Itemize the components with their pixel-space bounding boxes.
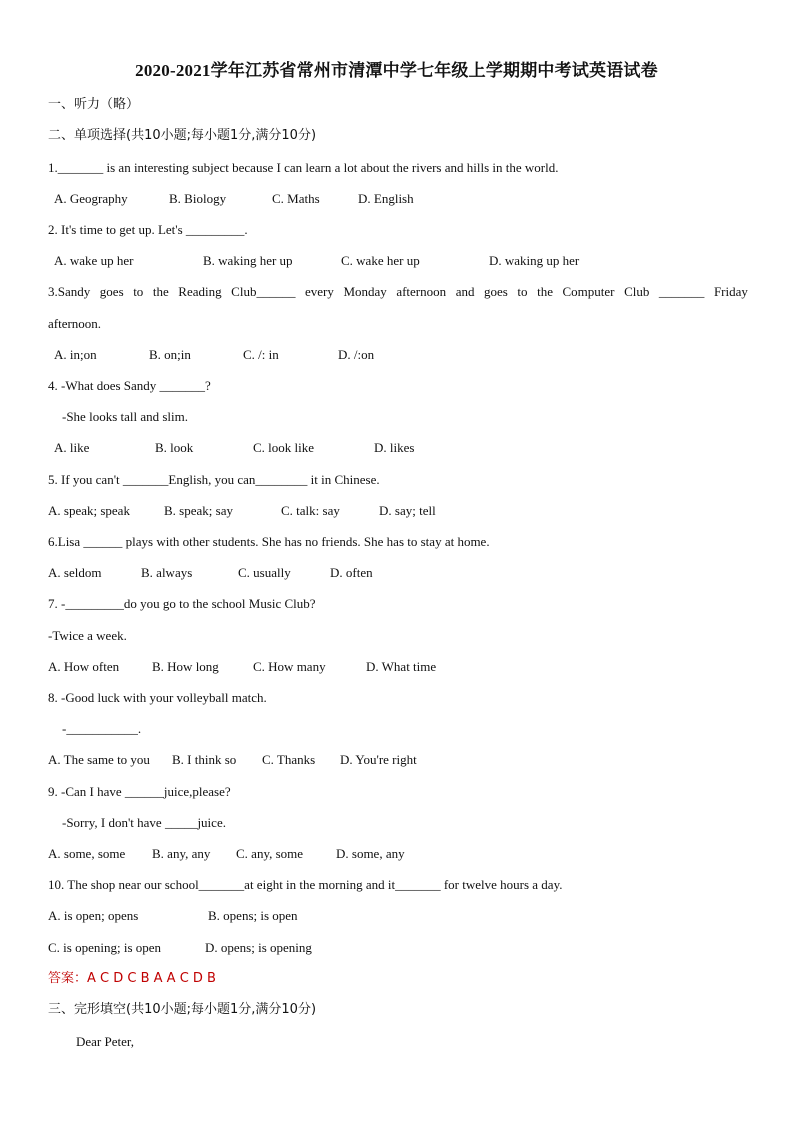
section-cloze: 三、完形填空(共10小题;每小题1分,满分10分) (48, 1002, 317, 1017)
q3-word: the (537, 284, 553, 299)
option-c: C. talk: say (281, 503, 340, 518)
question-8-reply: -___________. (62, 721, 142, 736)
option-c: C. How many (253, 659, 326, 674)
option-a: A. The same to you (48, 752, 150, 767)
option-b: B. opens; is open (208, 908, 298, 923)
option-a: A. speak; speak (48, 503, 130, 518)
question-3-continued: afternoon. (48, 316, 102, 331)
answer-key: 答案：A C D C B A A C D B (48, 971, 216, 986)
option-b: B. How long (152, 659, 219, 674)
option-a: A. some, some (48, 846, 126, 861)
q3-word: Computer (562, 284, 615, 299)
option-d: D. likes (374, 440, 415, 455)
question-7: 7. -_________do you go to the school Music Club? (48, 596, 316, 611)
question-3 (48, 284, 748, 300)
q3-word: Reading (178, 284, 222, 299)
option-b: B. look (155, 440, 194, 455)
question-2: 2. It's time to get up. Let's _________. (48, 222, 248, 237)
question-4: 4. -What does Sandy _______? (48, 378, 211, 393)
option-b: B. I think so (172, 752, 237, 767)
section-listening: 一、听力（略） (48, 97, 140, 112)
q3-word: Club (624, 284, 650, 299)
option-d: D. opens; is opening (205, 940, 312, 955)
option-a: A. in;on (54, 347, 97, 362)
q3-word: to (133, 284, 144, 299)
option-a: A. is open; opens (48, 908, 139, 923)
q3-word: the (152, 284, 169, 299)
option-c: C. look like (253, 440, 315, 455)
option-c: C. wake her up (341, 253, 420, 268)
option-c: C. /: in (243, 347, 279, 362)
option-a: A. wake up her (54, 253, 134, 268)
q3-word: goes (99, 284, 124, 299)
question-6: 6.Lisa ______ plays with other students. She has no friends. She has to stay at home. (48, 534, 490, 549)
option-c: C. any, some (236, 846, 304, 861)
q3-word: afternoon (396, 284, 447, 299)
option-a: A. like (54, 440, 90, 455)
option-d: D. some, any (336, 846, 405, 861)
question-1: 1._______ is an interesting subject because I can learn a lot about the rivers and hills in the world. (48, 160, 559, 175)
option-b: B. always (141, 565, 193, 580)
question-8: 8. -Good luck with your volleyball match. (48, 690, 267, 705)
letter-greeting: Dear Peter, (76, 1034, 134, 1049)
option-d: D. say; tell (379, 503, 436, 518)
q3-word: Club______ (231, 284, 296, 299)
q3-word: every (305, 284, 334, 299)
option-d: D. What time (366, 659, 437, 674)
option-a: A. seldom (48, 565, 102, 580)
section-single-choice: 二、单项选择(共10小题;每小题1分,满分10分) (48, 128, 317, 143)
option-b: B. any, any (152, 846, 211, 861)
option-d: D. English (358, 191, 414, 206)
option-d: D. /:on (338, 347, 375, 362)
option-c: C. Maths (272, 191, 320, 206)
option-c: C. usually (238, 565, 291, 580)
q3-word: 3.Sandy (48, 284, 91, 299)
question-10: 10. The shop near our school_______at eight in the morning and it_______ for twelve hours a day. (48, 877, 563, 892)
option-b: B. Biology (169, 191, 227, 206)
question-9: 9. -Can I have ______juice,please? (48, 784, 231, 799)
question-9-reply: -Sorry, I don't have _____juice. (62, 815, 226, 830)
question-7-reply: -Twice a week. (48, 628, 127, 643)
option-b: B. waking her up (203, 253, 293, 268)
q3-word: to (517, 284, 528, 299)
option-a: A. Geography (54, 191, 128, 206)
q3-word: goes (484, 284, 508, 299)
option-c: C. is opening; is open (48, 940, 162, 955)
q3-word: and (455, 284, 475, 299)
q3-word: _______ (658, 284, 705, 299)
q3-word: Monday (343, 284, 387, 299)
option-b: B. on;in (149, 347, 191, 362)
question-5: 5. If you can't _______English, you can________ it in Chinese. (48, 472, 380, 487)
option-b: B. speak; say (164, 503, 233, 518)
option-d: D. waking up her (489, 253, 580, 268)
question-4-reply: -She looks tall and slim. (62, 409, 189, 424)
option-c: C. Thanks (262, 752, 316, 767)
option-d: D. You're right (340, 752, 417, 767)
option-d: D. often (330, 565, 373, 580)
q3-word: Friday (713, 284, 748, 299)
option-a: A. How often (48, 659, 120, 674)
page-title: 2020-2021学年江苏省常州市清潭中学七年级上学期期中考试英语试卷 (135, 61, 658, 80)
